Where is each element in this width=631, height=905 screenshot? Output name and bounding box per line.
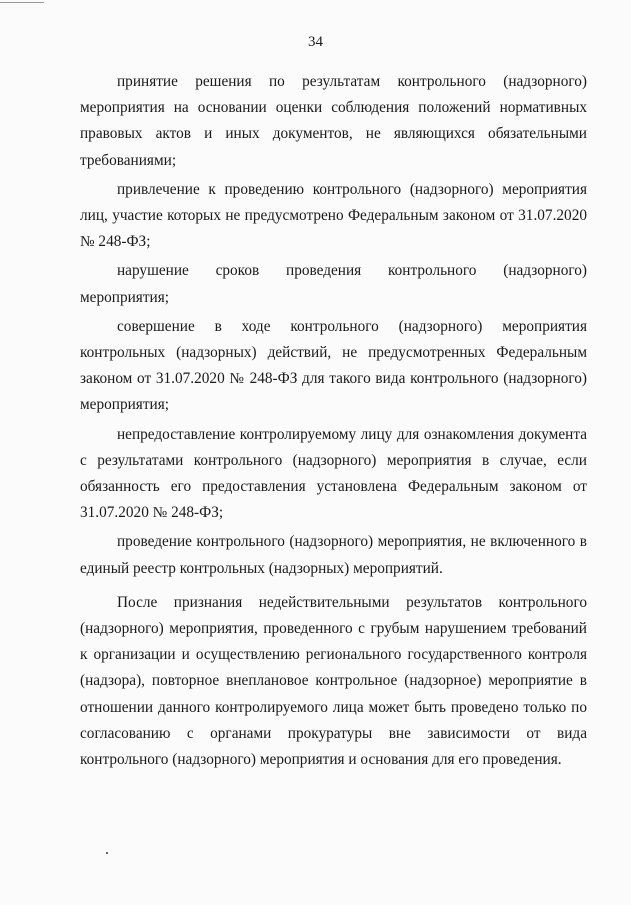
paragraph-decision-on-results: принятие решения по результатам контрольного (надзорного) мероприятия на основании оценки соблюдения положений нормативных правовых актов и иных документов, не являющихся обязательными требованиями; [80,73,587,169]
paragraph-document-not-provided: непредоставление контролируемому лицу для ознакомления документа с результатами контрольного (надзорного) мероприятия в случае, если обязанность его предоставления установлена Федеральным законом от 31.07.2020 № 248-ФЗ; [80,425,587,522]
paragraph-deadline-violation: нарушение сроков проведения контрольного (надзорного) мероприятия; [80,262,587,306]
paragraph-not-in-registry: проведение контрольного (надзорного) мероприятия, не включенного в единый реестр контрольных (надзорных) мероприятий. [80,533,587,577]
paragraph-unprovided-actions: совершение в ходе контрольного (надзорного) мероприятия контрольных (надзорных) действий, не предусмотренных Федеральным законом от 31.07.2020 № 248-ФЗ для такого вида контрольного (надзорного) мероприятия; [80,317,587,414]
document-body [80,69,587,773]
paragraph-repeat-inspection: После признания недействительными результатов контрольного (надзорного) мероприятия, проведенного с грубым нарушением требований к организации и осуществлению регионального государственного контроля (надзора), повторное внеплановое контрольное (надзорное) мероприятие в отношении данного контролируемого лица может быть проведено только по согласованию с органами прокуратуры вне зависимости от вида контрольного (надзорного) мероприятия и основания для его проведения. [80,593,587,769]
page-number: 34 [308,34,323,50]
scan-speck [106,852,108,854]
scan-edge-mark [0,2,44,3]
paragraph-involving-persons: привлечение к проведению контрольного (надзорного) мероприятия лиц, участие которых не предусмотрено Федеральным законом от 31.07.2020 № 248-ФЗ; [80,180,587,251]
